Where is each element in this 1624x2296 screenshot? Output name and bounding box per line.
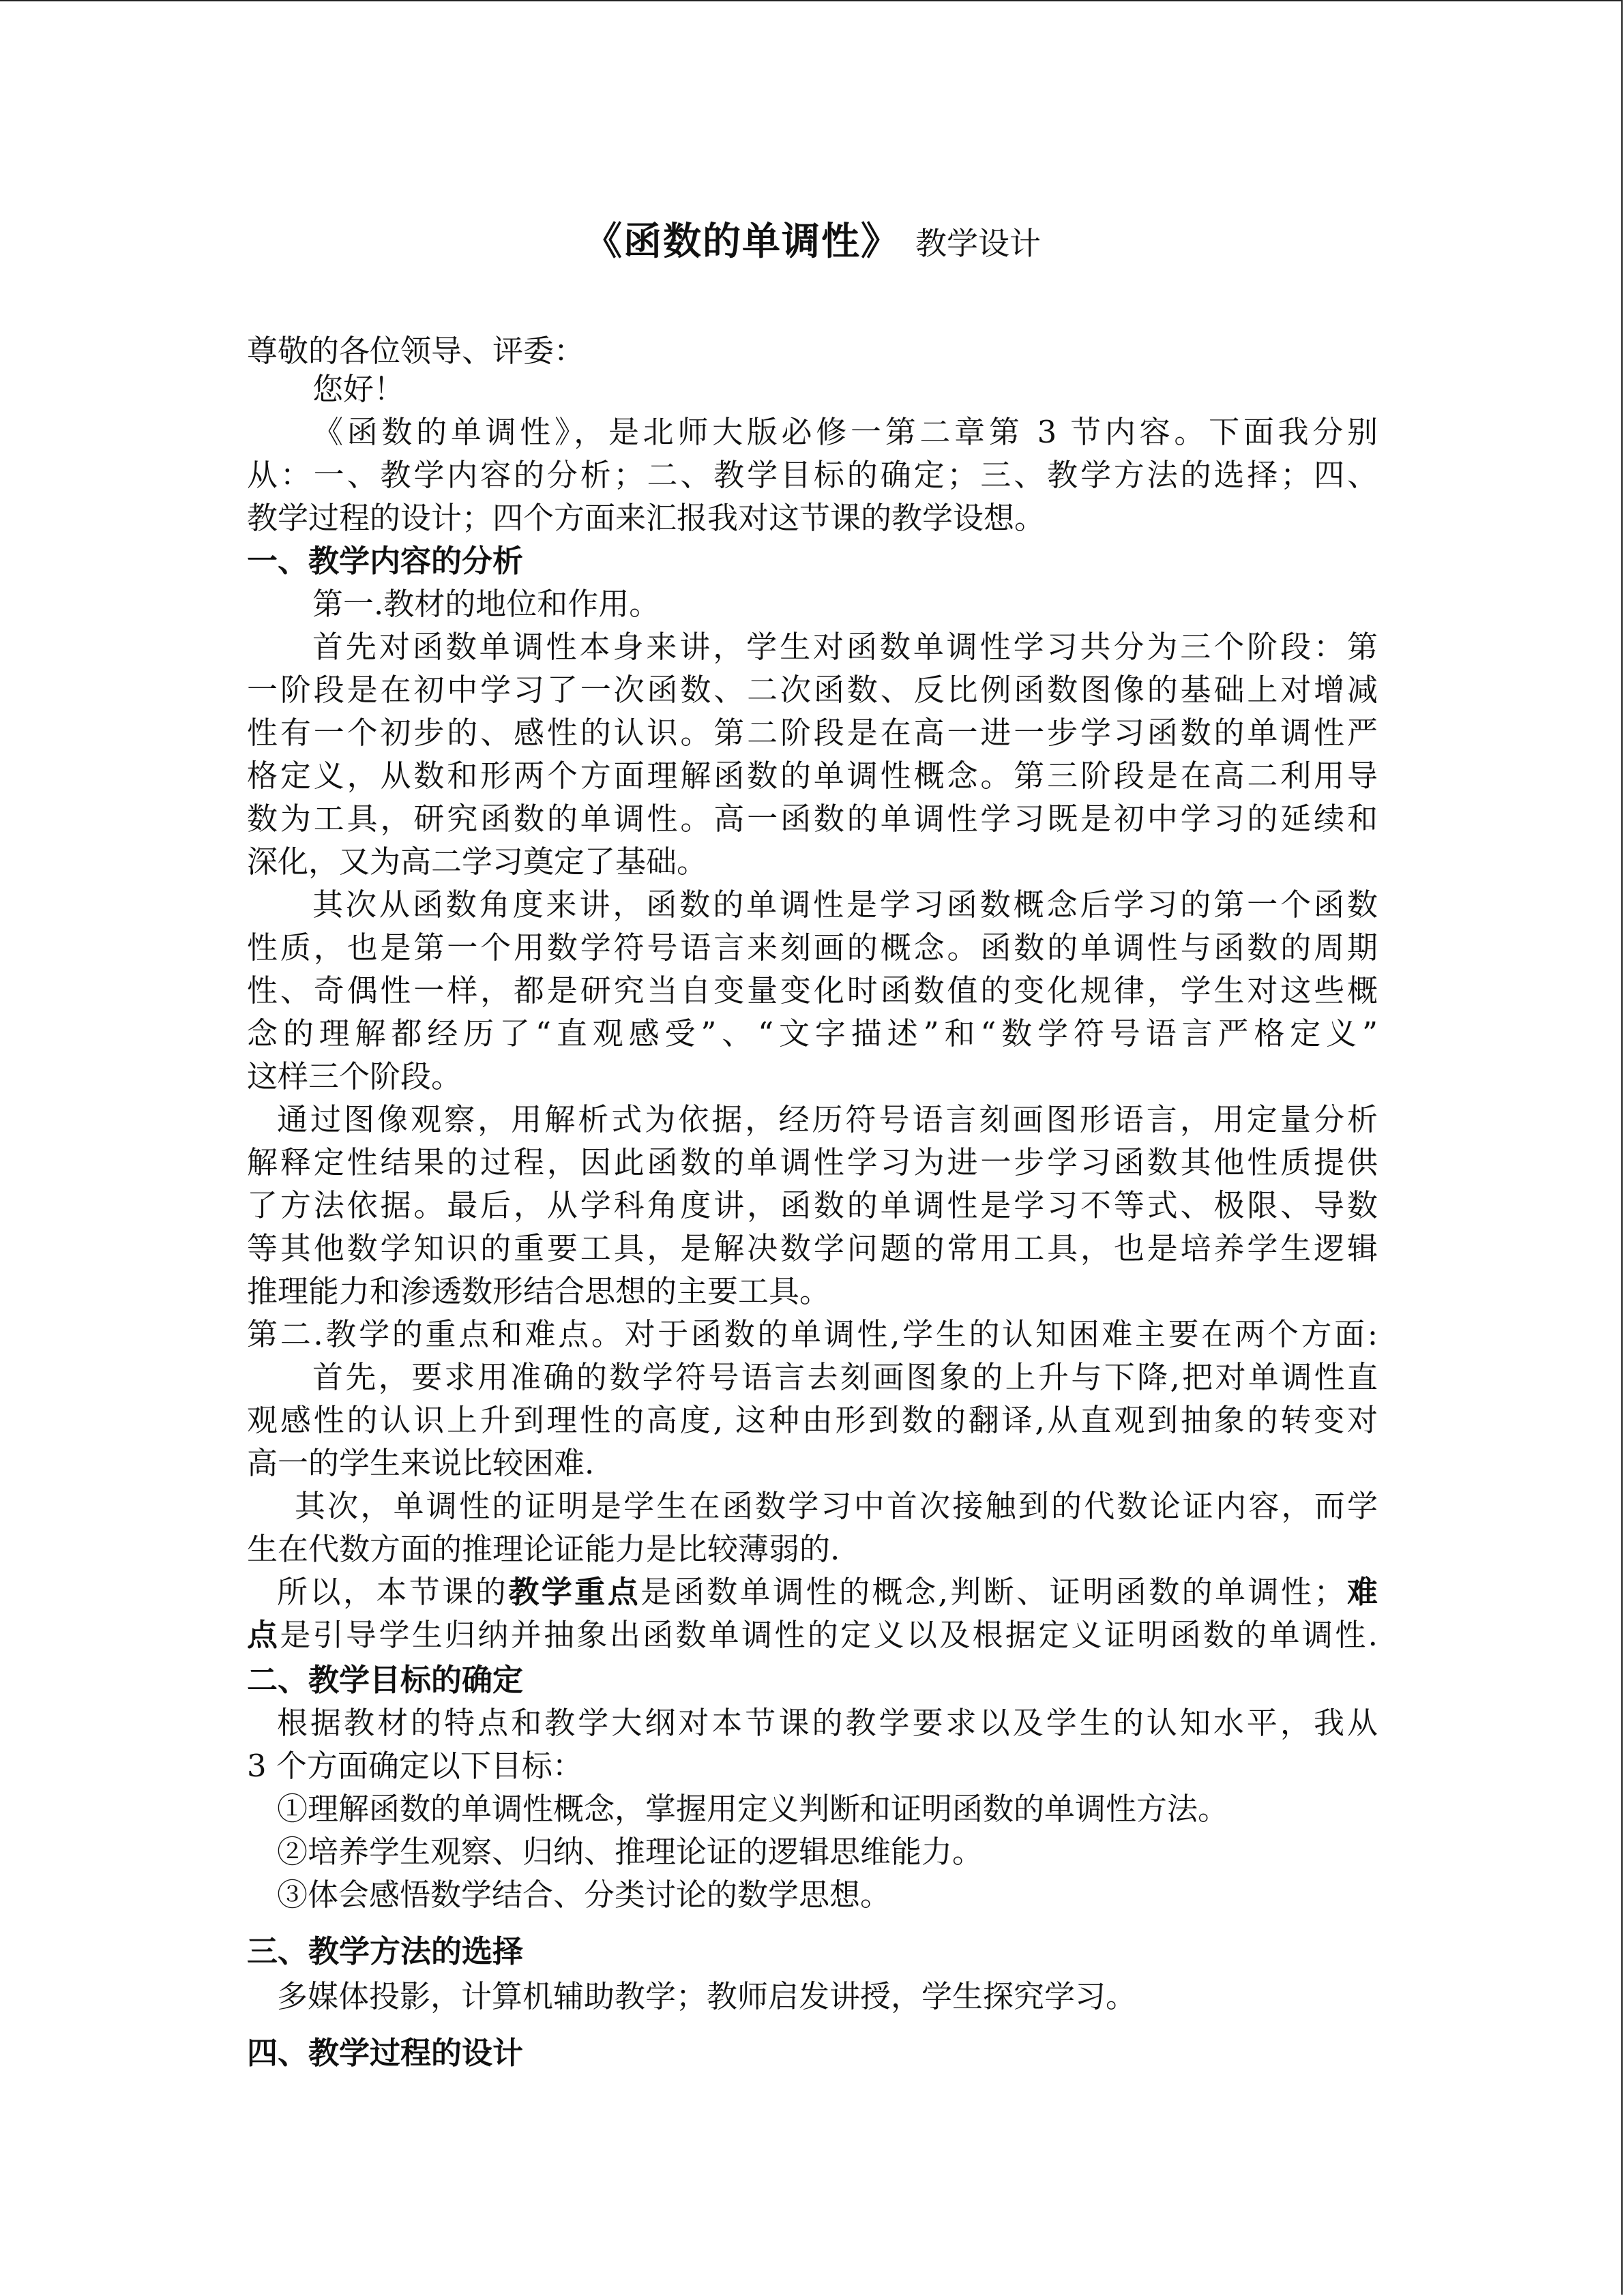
teaching-focus-label: 教学重点: [508, 1574, 641, 1610]
paragraph-line: 等其他数学知识的重要工具，是解决数学问题的常用工具，也是培养学生逻辑: [247, 1230, 1378, 1266]
salutation: 尊敬的各位领导、评委：: [247, 333, 585, 369]
paragraph-line: 数为工具，研究函数的单调性。高一函数的单调性学习既是初中学习的延续和: [247, 801, 1378, 837]
goal-item: ③体会感悟数学结合、分类讨论的数学思想。: [277, 1877, 891, 1913]
paragraph-line: 3 个方面确定以下目标：: [247, 1748, 583, 1784]
key-points-middle: 是函数单调性的概念,判断、证明函数的单调性；: [640, 1574, 1345, 1610]
paragraph-line: 格定义，从数和形两个方面理解函数的单调性概念。第三阶段是在高二利用导: [247, 758, 1378, 794]
paragraph-line: 根据教材的特点和教学大纲对本节课的教学要求以及学生的认知水平，我从: [277, 1705, 1378, 1741]
subsection-heading: 第二.教学的重点和难点。对于函数的单调性,学生的认知困难主要在两个方面:: [247, 1316, 1378, 1352]
intro-line: 从：一、教学内容的分析；二、教学目标的确定；三、教学方法的选择；四、: [247, 457, 1378, 493]
paragraph-line: 解释定性结果的过程，因此函数的单调性学习为进一步学习函数其他性质提供: [247, 1144, 1378, 1180]
paragraph-line: 多媒体投影，计算机辅助教学；教师启发讲授，学生探究学习。: [277, 1978, 1137, 2014]
paragraph-line: 念的理解都经历了“直观感受”、“文字描述”和“数学符号语言严格定义”: [247, 1015, 1378, 1052]
section-heading: 二、教学目标的确定: [247, 1662, 524, 1698]
intro-line: 《函数的单调性》，是北师大版必修一第二章第 3 节内容。下面我分别: [312, 414, 1378, 450]
key-points-rest: 是引导学生归纳并抽象出函数单调性的定义以及根据定义证明函数的单调性.: [280, 1617, 1378, 1653]
section-heading: 三、教学方法的选择: [247, 1933, 524, 1969]
key-points-line: [247, 1613, 1378, 1658]
paragraph-line: 这样三个阶段。: [247, 1058, 462, 1094]
paragraph-line: 首先，要求用准确的数学符号语言去刻画图象的上升与下降,把对单调性直: [312, 1359, 1378, 1395]
paragraph-line: 深化，又为高二学习奠定了基础。: [247, 844, 708, 880]
difficulty-label-1: 难: [1344, 1574, 1378, 1610]
paragraph-line: 一阶段是在初中学习了一次函数、二次函数、反比例函数图像的基础上对增减: [247, 672, 1378, 708]
paragraph-line: 通过图像观察，用解析式为依据，经历符号语言刻画图形语言，用定量分析: [277, 1101, 1378, 1137]
paragraph-line: 生在代数方面的推理论证能力是比较薄弱的.: [247, 1531, 840, 1567]
paragraph-line: 其次从函数角度来讲，函数的单调性是学习函数概念后学习的第一个函数: [312, 886, 1378, 923]
difficulty-label-2: 点: [247, 1617, 280, 1653]
paragraph-line: 高一的学生来说比较困难.: [247, 1445, 595, 1481]
section-heading: 一、教学内容的分析: [247, 543, 524, 579]
paragraph-line: 观感性的认识上升到理性的高度, 这种由形到数的翻译,从直观到抽象的转变对: [247, 1402, 1378, 1438]
greeting: 您好！: [312, 371, 405, 407]
section-heading: 四、教学过程的设计: [247, 2035, 524, 2071]
key-points-line: [247, 1570, 1378, 1615]
title-sub: 教学设计: [915, 225, 1041, 262]
document-title: [247, 211, 1378, 266]
intro-line: 教学过程的设计；四个方面来汇报我对这节课的教学设想。: [247, 500, 1046, 536]
subsection-heading: 第一.教材的地位和作用。: [312, 586, 660, 622]
goal-item: ①理解函数的单调性概念，掌握用定义判断和证明函数的单调性方法。: [277, 1791, 1229, 1827]
paragraph-line: 推理能力和渗透数形结合思想的主要工具。: [247, 1273, 831, 1309]
goal-item: ②培养学生观察、归纳、推理论证的逻辑思维能力。: [277, 1834, 984, 1870]
paragraph-line: 性有一个初步的、感性的认识。第二阶段是在高一进一步学习函数的单调性严: [247, 715, 1378, 751]
paragraph-line: 了方法依据。最后，从学科角度讲，函数的单调性是学习不等式、极限、导数: [247, 1187, 1378, 1223]
paragraph-line: 首先对函数单调性本身来讲，学生对函数单调性学习共分为三个阶段：第: [312, 629, 1378, 665]
paragraph-line: 性、奇偶性一样，都是研究当自变量变化时函数值的变化规律，学生对这些概: [247, 972, 1378, 1009]
paragraph-line: 其次，单调性的证明是学生在函数学习中首次接触到的代数论证内容，而学: [295, 1488, 1378, 1524]
paragraph-line: 性质，也是第一个用数学符号语言来刻画的概念。函数的单调性与函数的周期: [247, 929, 1378, 966]
key-points-prefix: 所以，本节课的: [277, 1574, 509, 1610]
title-main: 《函数的单调性》: [584, 219, 900, 264]
